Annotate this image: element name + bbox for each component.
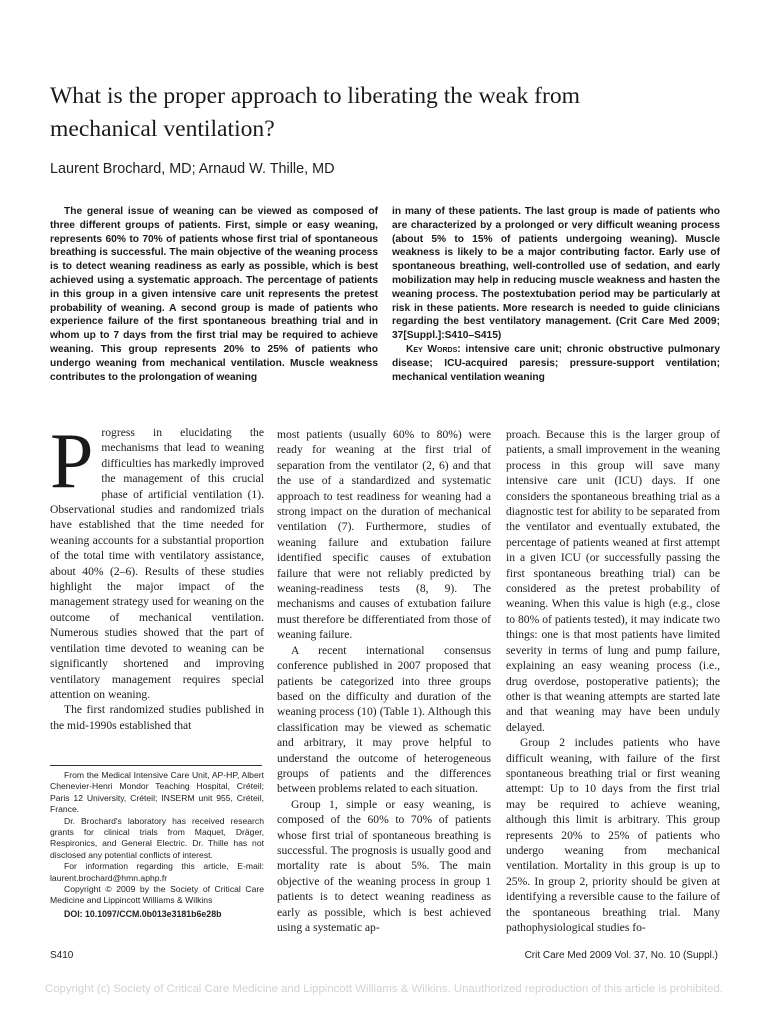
body-text: rogress in elucidating the mechanisms that lead to weaning difficulties has markedly improved the management of this crucial phase of artificial ventilation (1). Observational studies and randomized trials have established that the time needed for weaning accounts for a substantial proportion of the total time with ventilatory assistance, about 40% (2–6). Results of these studies highlight the major impact of the management strategy used for weaning on the outcome of mechanical ventilation. Numerous studies showed that the part of ventilation time devoted to weaning can be significantly shortened and improving ventilatory management requires special attention on weaning. — [50, 426, 264, 701]
footnote-copyright: Copyright © 2009 by the Society of Critical Care Medicine and Lippincott Williams & Wilkins — [50, 884, 264, 906]
body-paragraph: most patients (usually 60% to 80%) were ready for weaning at the first trial of separation from the ventilator (2, 6) and that the use of a standardized and systematic approach to test readiness for weaning had a strong impact on the duration of mechanical ventilation (7). Furthermore, studies of weaning failure and extubation failure identified specific causes of extubation failure that were not reliably predicted by weaning-readiness tests (8, 9). The mechanisms and causes of extubation failure must therefore be differentiated from those of weaning failure. — [277, 428, 491, 642]
footnote-disclosure: Dr. Brochard's laboratory has received research grants for clinical trials from Maquet, Dräger, Respironics, and General Electric. Dr. Thille has not disclosed any potential conflicts of interest. — [50, 815, 264, 860]
abstract-left-column — [50, 205, 378, 384]
article-title: What is the proper approach to liberating the weak from mechanical ventilation? — [50, 83, 581, 142]
footnote-doi: DOI: 10.1097/CCM.0b013e3181b6e28b — [64, 908, 222, 919]
page-number: S410 — [50, 950, 74, 961]
key-words — [392, 343, 720, 384]
footnote-affiliation: From the Medical Intensive Care Unit, AP-HP, Albert Chenevier-Henri Mondor Teaching Hospital, Créteil; Paris 12 University, Créteil; INSERM unit 955, Créteil, France. — [50, 770, 264, 815]
author-list: Laurent Brochard, MD; Arnaud W. Thille, MD — [50, 161, 335, 177]
body-paragraph: The first randomized studies published in the mid-1990s established that — [50, 703, 264, 732]
abstract-right-column — [392, 205, 720, 384]
body-paragraph: Group 1, simple or easy weaning, is composed of the 60% to 70% of patients whose first trial of spontaneous breathing is successful. The prognosis is usually good and mortality rate is about 5%. The main objective of the weaning process in group 1 patients is to detect weaning readiness as early as possible, which is best achieved using a systematic ap- — [277, 797, 491, 934]
body-column-1 — [50, 417, 264, 733]
body-paragraph: A recent international consensus conference published in 2007 proposed that patients be categorized into three groups based on the difficulty and duration of the weaning process (10) (Table 1). Although this classification may be viewed as schematic and arbitrary, it may prove helpful to understand the outcome of heterogeneous groups of patients and the differences between problems related to each situation. — [277, 643, 491, 796]
body-column-3 — [506, 427, 720, 935]
abstract-paragraph-continued: in many of these patients. The last group is made of patients who are characterized by a prolonged or very difficult weaning process (about 5% to 15% of patients undergoing weaning). Muscle weakness is likely to be a major contributing factor. Early use of spontaneous breathing, well-controlled use of sedation, and early mobilization may help in reducing muscle weakness and hasten the weaning process. The postextubation period may be particularly at risk in these patients. More research is needed to guide clinicians regarding the best ventilatory management. (Crit Care Med 2009; 37[Suppl.]:S410–S415) — [392, 206, 720, 342]
body-paragraph: proach. Because this is the larger group of patients, a small improvement in the weaning process in this group will save many intensive care unit (ICU) days. If one considers the spontaneous breathing trial as a diagnostic test for ability to be separated from the ventilator and eventually extubated, the percentage of patients weaned at first attempt in a given ICU (or successfully passing the first spontaneous breathing trial) can be considered as the pretest probability of weaning. When this value is high (e.g., close to 80% of patients tested), it may indicate two things: one is that most patients have limited severity in terms of lung and pump failure, explaining an easy weaning process (i.e., drug overdose, postoperative patients); the other is that weaning attempts are started late and that weaning may have been unduly delayed. — [506, 428, 720, 734]
abstract-paragraph: The general issue of weaning can be viewed as composed of three different groups of patients. First, simple or easy weaning, represents 60% to 70% of patients whose first trial of spontaneous breathing is successful. The main objective of the weaning process is to detect weaning readiness as early as possible, which is best achieved using a systematic approach. The percentage of patients in this group in a given intensive care unit represents the pretest probability of weaning. A second group is made of patients who experience failure of the first spontaneous breathing trial and in whom up to 7 days from the first trial may be required to achieve weaning. This group represents 20% to 25% of patients who undergo weaning from mechanical ventilation. Muscle weakness contributes to the prolongation of weaning — [50, 206, 378, 383]
drop-cap: P — [50, 417, 94, 504]
key-words-list: intensive care unit; chronic obstructive pulmonary disease; ICU-acquired paresis; pressure-support ventilation; mechanical ventilation weaning — [392, 343, 720, 383]
key-words-label: Key Words: — [406, 343, 461, 355]
body-column-2 — [277, 427, 491, 935]
body-paragraph: Group 2 includes patients who have difficult weaning, with failure of the first spontaneous breathing trial or first weaning attempt: Up to 10 days from the first trial may be required to achieve weaning, although this limit is arbitrary. This group represents 20% to 25% of patients who undergo weaning from mechanical ventilation. Mortality in this group is up to 25%. In group 2, priority should be given at identifying a reversible cause to the failure of the spontaneous breathing trial. Many pathophysiological studies fo- — [506, 736, 720, 934]
footnotes — [50, 770, 264, 920]
footnote-correspondence: For information regarding this article, E-mail: laurent.brochard@hmn.aphp.fr — [50, 861, 264, 883]
copyright-watermark: Copyright (c) Society of Critical Care Medicine and Lippincott Williams & Wilkins. Unauthorized reproduction of this article is prohibited. — [44, 983, 724, 995]
body-paragraph — [50, 417, 264, 702]
footnote-divider — [50, 765, 262, 766]
journal-citation: Crit Care Med 2009 Vol. 37, No. 10 (Suppl.) — [524, 950, 718, 961]
